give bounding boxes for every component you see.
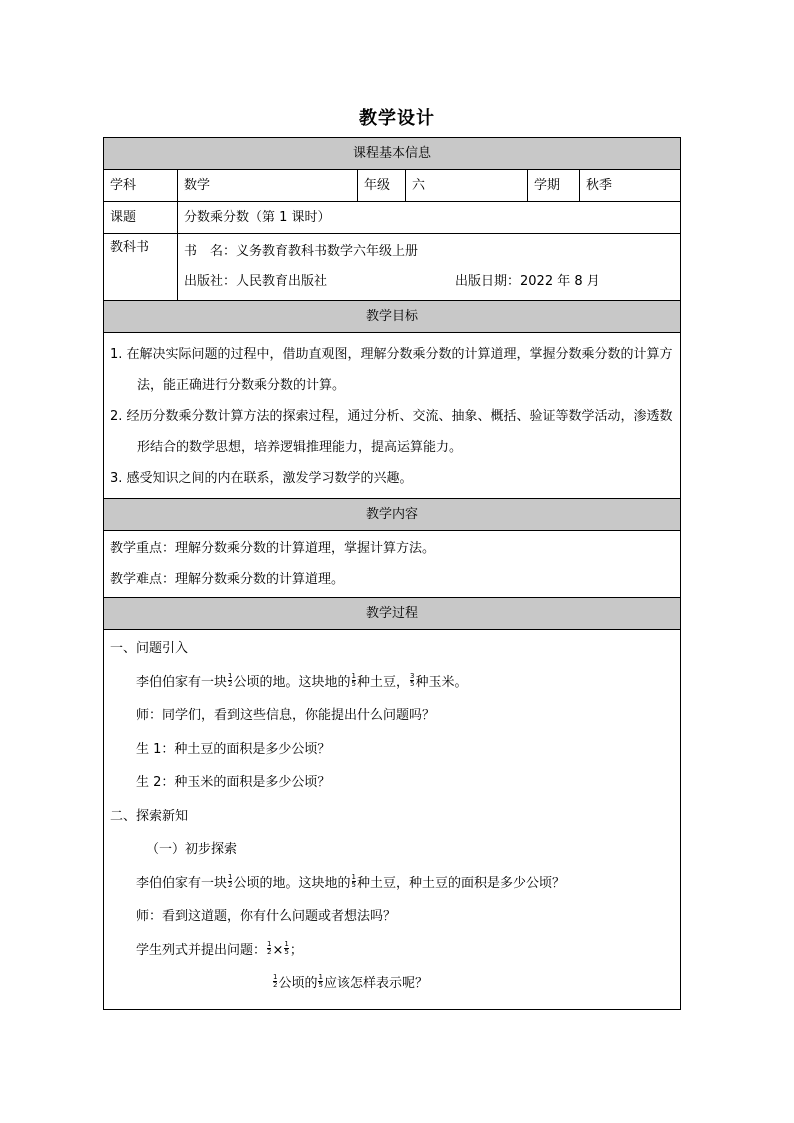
page-title: 教学设计 [359,108,435,129]
teacher-question: 师：同学们，看到这些信息，你能提出什么问题吗？ [136,708,436,723]
section-basic-info: 课程基本信息 [104,138,681,170]
subject-label: 学科 [104,170,178,202]
topic-row [104,202,681,234]
fraction-half: $\frac{1}{2}$ [228,671,233,688]
objectives-cell [104,333,681,499]
grade-label: 年级 [358,170,406,202]
objective-item: 2. 经历分数乘分数计算方法的探索过程，通过分析、交流、抽象、概括、验证等数学活动，渗透数形结合的数学思想，培养逻辑推理能力，提高运算能力。 [110,409,673,455]
heading-introduction: 一、问题引入 [110,641,189,656]
fraction-fifth: $\frac{1}{5}$ [351,872,356,889]
objective-item: 1. 在解决实际问题的过程中，借助直观图，理解分数乘分数的计算道理，掌握分数乘分数的计算方法，能正确进行分数乘分数的计算。 [110,347,673,393]
difficulty: 教学难点：理解分数乘分数的计算道理。 [110,572,345,587]
fraction-fifth: $\frac{1}{5}$ [351,671,356,688]
term-value: 秋季 [580,170,681,202]
section-content: 教学内容 [104,499,681,531]
subheading-initial: （一）初步探索 [146,842,238,857]
objective-item: 3. 感受知识之间的内在联系，激发学习数学的兴趣。 [110,471,413,486]
grade-value: 六 [406,170,528,202]
publisher: 出版社：人民教育出版社 [184,274,328,289]
problem-statement: 李伯伯家有一块 $\frac{1}{2}$ 公顷的地。这块地的 $\frac{1}{5}$ 种土豆， $\frac{3}{5}$ 种玉米。 [136,671,468,690]
textbook-label: 教科书 [104,234,178,301]
student-answer-2: 生 2：种玉米的面积是多少公顷？ [136,775,331,790]
fraction-half: $\frac{1}{2}$ [228,872,233,889]
textbook-row [104,234,681,301]
topic-label: 课题 [104,202,178,234]
process-cell [104,630,681,1010]
student-question: $\frac{1}{2}$ 公顷的 $\frac{1}{5}$ 应该怎样表示呢？ [273,973,428,991]
section-objectives: 教学目标 [104,301,681,333]
subject-value: 数学 [178,170,358,202]
fraction-fifth: $\frac{1}{5}$ [318,973,323,989]
problem-statement-2: 李伯伯家有一块 $\frac{1}{2}$ 公顷的地。这块地的 $\frac{1}{5}$ 种土豆，种土豆的面积是多少公顷？ [136,872,565,891]
section-process: 教学过程 [104,598,681,630]
key-point: 教学重点：理解分数乘分数的计算道理，掌握计算方法。 [110,541,436,556]
teacher-question-2: 师：看到这道题，你有什么问题或者想法吗？ [136,909,397,924]
book-name: 书 名：义务教育教科书数学六年级上册 [184,244,419,259]
content-cell [104,531,681,598]
heading-explore: 二、探索新知 [110,808,189,824]
fraction-fifth: $\frac{1}{5}$ [284,939,289,956]
info-row [104,170,681,202]
fraction-three-fifths: $\frac{3}{5}$ [409,671,415,688]
student-expression: 学生列式并提出问题： $\frac{1}{2}$ × $\frac{1}{5}$ ； [136,939,303,958]
fraction-half: $\frac{1}{2}$ [267,939,272,956]
topic-value: 分数乘分数（第 1 课时） [178,202,681,234]
fraction-half: $\frac{1}{2}$ [273,973,278,989]
times-sign: × [272,942,284,958]
publication-date: 出版日期：2022 年 8 月 [455,274,600,289]
student-answer-1: 生 1：种土豆的面积是多少公顷？ [136,741,331,757]
term-label: 学期 [528,170,580,202]
publisher-line [184,267,674,297]
lesson-plan-table [103,137,681,1010]
